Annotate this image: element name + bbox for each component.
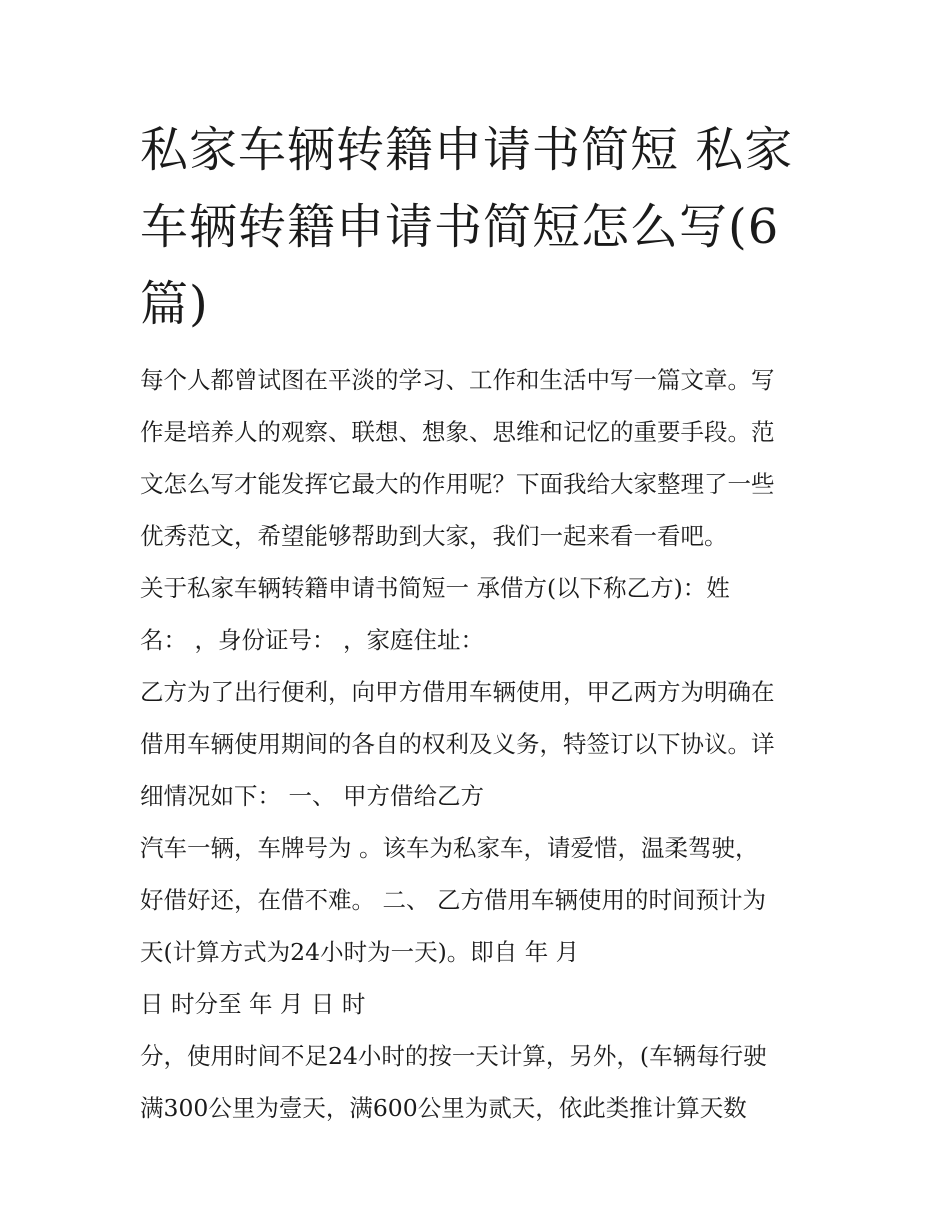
body-line: 乙方为了出行便利，向甲方借用车辆使用，甲乙两方为明确在 (140, 678, 775, 706)
title-line: 车辆转籍申请书简短怎么写(6 (140, 199, 780, 255)
intro-line: 文怎么写才能发挥它最大的作用呢？下面我给大家整理了一些 (140, 470, 775, 498)
body-line: 汽车一辆，车牌号为 。该车为私家车，请爱惜，温柔驾驶， (140, 834, 759, 862)
document-body (140, 354, 820, 1134)
body-line: 满300公里为壹天，满600公里为贰天，依此类推计算天数 (140, 1094, 747, 1122)
body-line: 名： ，身份证号： ，家庭住址： (140, 626, 484, 654)
intro-line: 作是培养人的观察、联想、想象、思维和记忆的重要手段。范 (140, 418, 775, 446)
body-line: 天(计算方式为24小时为一天)。即自 年 月 (140, 938, 580, 966)
section-heading-line: 关于私家车辆转籍申请书简短一 承借方(以下称乙方)：姓 (140, 574, 730, 602)
document-title (140, 112, 820, 343)
body-line: 细情况如下： 一、 甲方借给乙方 (140, 782, 484, 810)
intro-line: 每个人都曾试图在平淡的学习、工作和生活中写一篇文章。写 (140, 366, 775, 394)
title-line: 私家车辆转籍申请书简短 私家 (140, 122, 794, 178)
body-line: 好借好还，在借不难。 二、 乙方借用车辆使用的时间预计为 (140, 886, 766, 914)
title-line: 篇) (140, 276, 209, 332)
body-line: 借用车辆使用期间的各自的权利及义务，特签订以下协议。详 (140, 730, 775, 758)
intro-line: 优秀范文，希望能够帮助到大家，我们一起来看一看吧。 (140, 522, 728, 550)
body-line: 分，使用时间不足24小时的按一天计算，另外，(车辆每行驶 (140, 1042, 767, 1070)
body-line: 日 时分至 年 月 日 时 (140, 990, 366, 1018)
